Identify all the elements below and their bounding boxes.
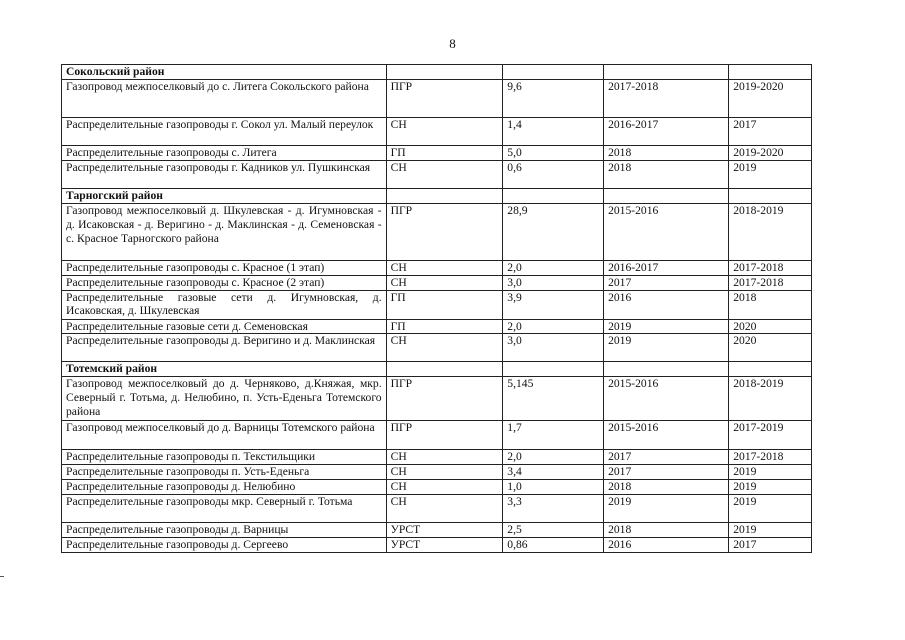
length-cell: 5,145 [503,377,604,421]
category-cell: ГП [386,145,503,160]
table-row [62,290,812,319]
object-name-cell: Распределительные газопроводы д. Варницы [62,523,387,538]
object-name-cell: Распределительные газопроводы с. Красное (2 этап) [62,275,387,290]
district-name: Сокольский район [62,65,387,80]
category-cell: СН [386,450,503,465]
category-cell: ПГР [386,203,503,260]
length-cell: 5,0 [503,145,604,160]
table-row [62,421,812,450]
commissioning-years-cell: 2019 [729,480,812,495]
table-row [62,160,812,188]
district-name: Тарногский район [62,188,387,203]
object-name-cell: Распределительные газопроводы г. Сокол ул. Малый переулок [62,117,387,145]
category-cell: ГП [386,319,503,334]
construction-period-cell: 2018 [604,145,729,160]
construction-period-cell: 2015-2016 [604,377,729,421]
length-cell: 2,0 [503,450,604,465]
table-row [62,465,812,480]
commissioning-years-cell: 2018-2019 [729,377,812,421]
commissioning-years-cell: 2019 [729,523,812,538]
table-row [62,260,812,275]
category-cell: ПГР [386,79,503,117]
object-name-cell: Распределительные газопроводы п. Усть-Еденьга [62,465,387,480]
object-name-cell: Газопровод межпоселковый до с. Литега Сокольского района [62,79,387,117]
object-name-cell: Распределительные газопроводы п. Текстильщики [62,450,387,465]
empty-cell [503,362,604,377]
object-name-cell: Распределительные газопроводы д. Сергеево [62,537,387,552]
length-cell: 0,6 [503,160,604,188]
category-cell: СН [386,117,503,145]
empty-cell [386,362,503,377]
construction-period-cell: 2016-2017 [604,260,729,275]
empty-cell [604,362,729,377]
table-row [62,319,812,334]
object-name-cell: Распределительные газопроводы мкр. Северный г. Тотьма [62,495,387,523]
commissioning-years-cell: 2017 [729,537,812,552]
table-row [62,480,812,495]
commissioning-years-cell: 2018 [729,290,812,319]
length-cell: 3,9 [503,290,604,319]
category-cell: СН [386,480,503,495]
table-row [62,275,812,290]
commissioning-years-cell: 2019 [729,495,812,523]
commissioning-years-cell: 2017 [729,117,812,145]
district-header-row [62,188,812,203]
category-cell: СН [386,334,503,362]
commissioning-years-cell: 2019 [729,465,812,480]
district-name: Тотемский район [62,362,387,377]
table-row [62,145,812,160]
table-row [62,450,812,465]
construction-period-cell: 2019 [604,319,729,334]
table-row [62,79,812,117]
commissioning-years-cell: 2017-2018 [729,450,812,465]
length-cell: 28,9 [503,203,604,260]
commissioning-years-cell: 2019 [729,160,812,188]
empty-cell [604,188,729,203]
construction-period-cell: 2019 [604,495,729,523]
empty-cell [729,65,812,80]
empty-cell [604,65,729,80]
object-name-cell: Распределительные газопроводы д. Веригино и д. Маклинская [62,334,387,362]
commissioning-years-cell: 2017-2018 [729,275,812,290]
table-row [62,523,812,538]
table-row [62,537,812,552]
length-cell: 1,0 [503,480,604,495]
empty-cell [386,188,503,203]
object-name-cell: Распределительные газопроводы г. Кадников ул. Пушкинская [62,160,387,188]
commissioning-years-cell: 2020 [729,334,812,362]
length-cell: 1,7 [503,421,604,450]
object-name-cell: Распределительные газовые сети д. Семеновская [62,319,387,334]
construction-period-cell: 2018 [604,480,729,495]
category-cell: СН [386,260,503,275]
construction-period-cell: 2015-2016 [604,421,729,450]
category-cell: СН [386,465,503,480]
object-name-cell: Газопровод межпоселковый д. Шкулевская - д. Игумновская - д. Исаковская - д. Веригино - д. Маклинская - д. Семеновская - с. Красное Тарногского района [62,203,387,260]
category-cell: СН [386,495,503,523]
empty-cell [386,65,503,80]
gas-pipeline-table [61,64,812,553]
table-row [62,495,812,523]
table-row [62,117,812,145]
page-number: 8 [449,36,456,51]
construction-period-cell: 2017 [604,275,729,290]
construction-period-cell: 2016-2017 [604,117,729,145]
length-cell: 9,6 [503,79,604,117]
commissioning-years-cell: 2020 [729,319,812,334]
commissioning-years-cell: 2017-2019 [729,421,812,450]
length-cell: 1,4 [503,117,604,145]
length-cell: 3,3 [503,495,604,523]
table-row [62,377,812,421]
construction-period-cell: 2018 [604,523,729,538]
object-name-cell: Распределительные газопроводы с. Красное (1 этап) [62,260,387,275]
table-row [62,203,812,260]
category-cell: СН [386,160,503,188]
construction-period-cell: 2016 [604,290,729,319]
empty-cell [503,188,604,203]
object-name-cell: Газопровод межпоселковый до д. Варницы Тотемского района [62,421,387,450]
object-name-cell: Распределительные газопроводы с. Литега [62,145,387,160]
empty-cell [503,65,604,80]
construction-period-cell: 2015-2016 [604,203,729,260]
length-cell: 3,0 [503,334,604,362]
empty-cell [729,188,812,203]
length-cell: 2,0 [503,319,604,334]
district-header-row [62,65,812,80]
length-cell: 2,5 [503,523,604,538]
category-cell: ГП [386,290,503,319]
category-cell: СН [386,275,503,290]
category-cell: УРСТ [386,523,503,538]
construction-period-cell: 2019 [604,334,729,362]
length-cell: 3,4 [503,465,604,480]
table-body [62,65,812,553]
construction-period-cell: 2017 [604,450,729,465]
object-name-cell: Газопровод межпоселковый до д. Черняково, д.Княжая, мкр. Северный г. Тотьма, д. Нелюбино, п. Усть-Еденьга Тотемского района [62,377,387,421]
category-cell: УРСТ [386,537,503,552]
length-cell: 3,0 [503,275,604,290]
length-cell: 2,0 [503,260,604,275]
object-name-cell: Распределительные газовые сети д. Игумновская, д. Исаковская, д. Шкулевская [62,290,387,319]
object-name-cell: Распределительные газопроводы д. Нелюбино [62,480,387,495]
commissioning-years-cell: 2017-2018 [729,260,812,275]
table-row [62,334,812,362]
category-cell: ПГР [386,377,503,421]
commissioning-years-cell: 2019-2020 [729,145,812,160]
construction-period-cell: 2017-2018 [604,79,729,117]
margin-mark [0,576,4,577]
category-cell: ПГР [386,421,503,450]
construction-period-cell: 2017 [604,465,729,480]
empty-cell [729,362,812,377]
construction-period-cell: 2016 [604,537,729,552]
commissioning-years-cell: 2018-2019 [729,203,812,260]
construction-period-cell: 2018 [604,160,729,188]
length-cell: 0,86 [503,537,604,552]
commissioning-years-cell: 2019-2020 [729,79,812,117]
district-header-row [62,362,812,377]
